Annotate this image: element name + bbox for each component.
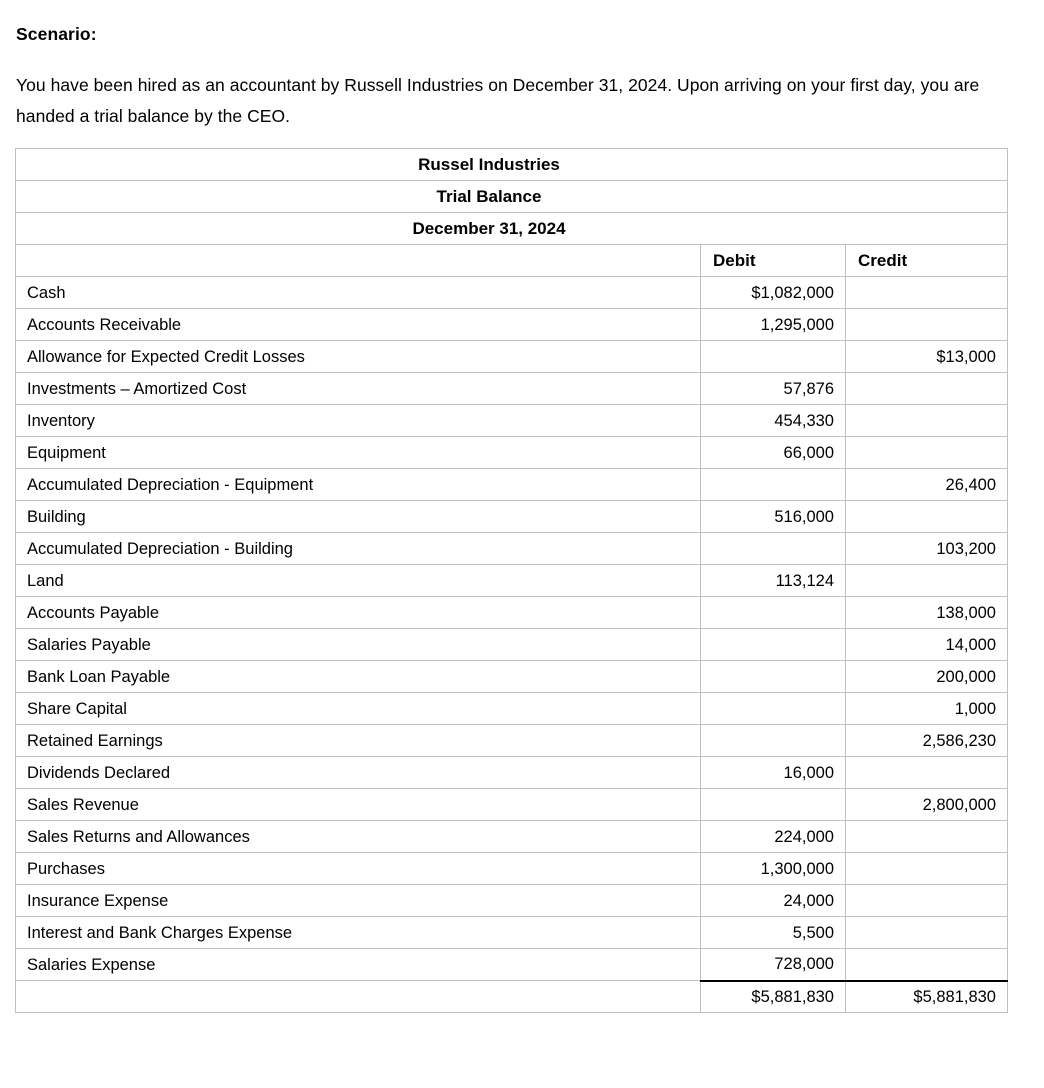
trial-balance-body xyxy=(16,149,1008,1013)
account-name-cell: Retained Earnings xyxy=(16,725,701,757)
debit-amount-cell: 24,000 xyxy=(701,885,846,917)
account-name-cell: Equipment xyxy=(16,437,701,469)
table-row xyxy=(16,405,1008,437)
table-row xyxy=(16,373,1008,405)
credit-amount-cell xyxy=(846,437,1008,469)
credit-amount-cell: 2,800,000 xyxy=(846,789,1008,821)
table-row xyxy=(16,853,1008,885)
account-name-cell: Dividends Declared xyxy=(16,757,701,789)
account-name-cell: Building xyxy=(16,501,701,533)
account-name-cell: Insurance Expense xyxy=(16,885,701,917)
scenario-body-text: You have been hired as an accountant by Russell Industries on December 31, 2024. Upon arriving on your first day, you are handed a trial balance by the CEO. xyxy=(16,75,980,126)
table-row xyxy=(16,629,1008,661)
total-label-cell xyxy=(16,981,701,1013)
credit-amount-cell: 26,400 xyxy=(846,469,1008,501)
credit-amount-cell xyxy=(846,917,1008,949)
account-name-cell: Accumulated Depreciation - Building xyxy=(16,533,701,565)
credit-amount-cell xyxy=(846,885,1008,917)
credit-amount-cell xyxy=(846,277,1008,309)
table-row xyxy=(16,789,1008,821)
column-header-debit: Debit xyxy=(701,245,846,277)
table-row xyxy=(16,757,1008,789)
debit-amount-cell: 57,876 xyxy=(701,373,846,405)
trial-balance-container xyxy=(15,148,1007,1013)
company-name-cell: Russel Industries xyxy=(16,149,1008,181)
debit-amount-cell xyxy=(701,693,846,725)
table-row xyxy=(16,693,1008,725)
credit-amount-cell xyxy=(846,853,1008,885)
column-header-account xyxy=(16,245,701,277)
account-name-cell: Salaries Payable xyxy=(16,629,701,661)
table-row xyxy=(16,277,1008,309)
account-name-cell: Salaries Expense xyxy=(16,949,701,981)
table-row xyxy=(16,597,1008,629)
account-name-cell: Bank Loan Payable xyxy=(16,661,701,693)
debit-amount-cell: 113,124 xyxy=(701,565,846,597)
account-name-cell: Land xyxy=(16,565,701,597)
credit-amount-cell: 200,000 xyxy=(846,661,1008,693)
table-row xyxy=(16,917,1008,949)
debit-amount-cell: 1,295,000 xyxy=(701,309,846,341)
table-row xyxy=(16,437,1008,469)
credit-amount-cell: 1,000 xyxy=(846,693,1008,725)
table-row xyxy=(16,469,1008,501)
table-row xyxy=(16,501,1008,533)
credit-amount-cell xyxy=(846,821,1008,853)
statement-date-cell: December 31, 2024 xyxy=(16,213,1008,245)
account-name-cell: Inventory xyxy=(16,405,701,437)
debit-amount-cell: 516,000 xyxy=(701,501,846,533)
debit-amount-cell xyxy=(701,341,846,373)
debit-amount-cell: 1,300,000 xyxy=(701,853,846,885)
credit-amount-cell: 138,000 xyxy=(846,597,1008,629)
debit-amount-cell: 66,000 xyxy=(701,437,846,469)
credit-amount-cell xyxy=(846,757,1008,789)
credit-amount-cell xyxy=(846,373,1008,405)
table-row xyxy=(16,725,1008,757)
table-row xyxy=(16,533,1008,565)
debit-amount-cell xyxy=(701,661,846,693)
table-total-row xyxy=(16,981,1008,1013)
table-title-row-statement xyxy=(16,181,1008,213)
table-row xyxy=(16,949,1008,981)
debit-amount-cell xyxy=(701,469,846,501)
table-title-row-date xyxy=(16,213,1008,245)
account-name-cell: Sales Revenue xyxy=(16,789,701,821)
debit-amount-cell: 224,000 xyxy=(701,821,846,853)
account-name-cell: Allowance for Expected Credit Losses xyxy=(16,341,701,373)
debit-amount-cell: 454,330 xyxy=(701,405,846,437)
debit-amount-cell xyxy=(701,597,846,629)
credit-amount-cell xyxy=(846,949,1008,981)
total-debit-cell: $5,881,830 xyxy=(701,981,846,1013)
debit-amount-cell: 728,000 xyxy=(701,949,846,981)
account-name-cell: Share Capital xyxy=(16,693,701,725)
total-credit-cell: $5,881,830 xyxy=(846,981,1008,1013)
table-row xyxy=(16,309,1008,341)
table-row xyxy=(16,661,1008,693)
debit-amount-cell xyxy=(701,725,846,757)
credit-amount-cell: 14,000 xyxy=(846,629,1008,661)
debit-amount-cell: $1,082,000 xyxy=(701,277,846,309)
debit-amount-cell: 5,500 xyxy=(701,917,846,949)
credit-amount-cell: $13,000 xyxy=(846,341,1008,373)
table-title-row-company xyxy=(16,149,1008,181)
account-name-cell: Sales Returns and Allowances xyxy=(16,821,701,853)
table-row xyxy=(16,821,1008,853)
credit-amount-cell xyxy=(846,309,1008,341)
account-name-cell: Cash xyxy=(16,277,701,309)
account-name-cell: Accounts Payable xyxy=(16,597,701,629)
account-name-cell: Accounts Receivable xyxy=(16,309,701,341)
table-row xyxy=(16,565,1008,597)
table-row xyxy=(16,341,1008,373)
credit-amount-cell xyxy=(846,405,1008,437)
table-row xyxy=(16,885,1008,917)
account-name-cell: Interest and Bank Charges Expense xyxy=(16,917,701,949)
table-column-header-row xyxy=(16,245,1008,277)
account-name-cell: Investments – Amortized Cost xyxy=(16,373,701,405)
statement-title-cell: Trial Balance xyxy=(16,181,1008,213)
credit-amount-cell: 103,200 xyxy=(846,533,1008,565)
debit-amount-cell xyxy=(701,789,846,821)
column-header-credit: Credit xyxy=(846,245,1008,277)
debit-amount-cell: 16,000 xyxy=(701,757,846,789)
trial-balance-table xyxy=(15,148,1008,1013)
account-name-cell: Purchases xyxy=(16,853,701,885)
credit-amount-cell xyxy=(846,565,1008,597)
credit-amount-cell xyxy=(846,501,1008,533)
scenario-heading: Scenario: xyxy=(16,24,97,44)
debit-amount-cell xyxy=(701,629,846,661)
credit-amount-cell: 2,586,230 xyxy=(846,725,1008,757)
debit-amount-cell xyxy=(701,533,846,565)
account-name-cell: Accumulated Depreciation - Equipment xyxy=(16,469,701,501)
